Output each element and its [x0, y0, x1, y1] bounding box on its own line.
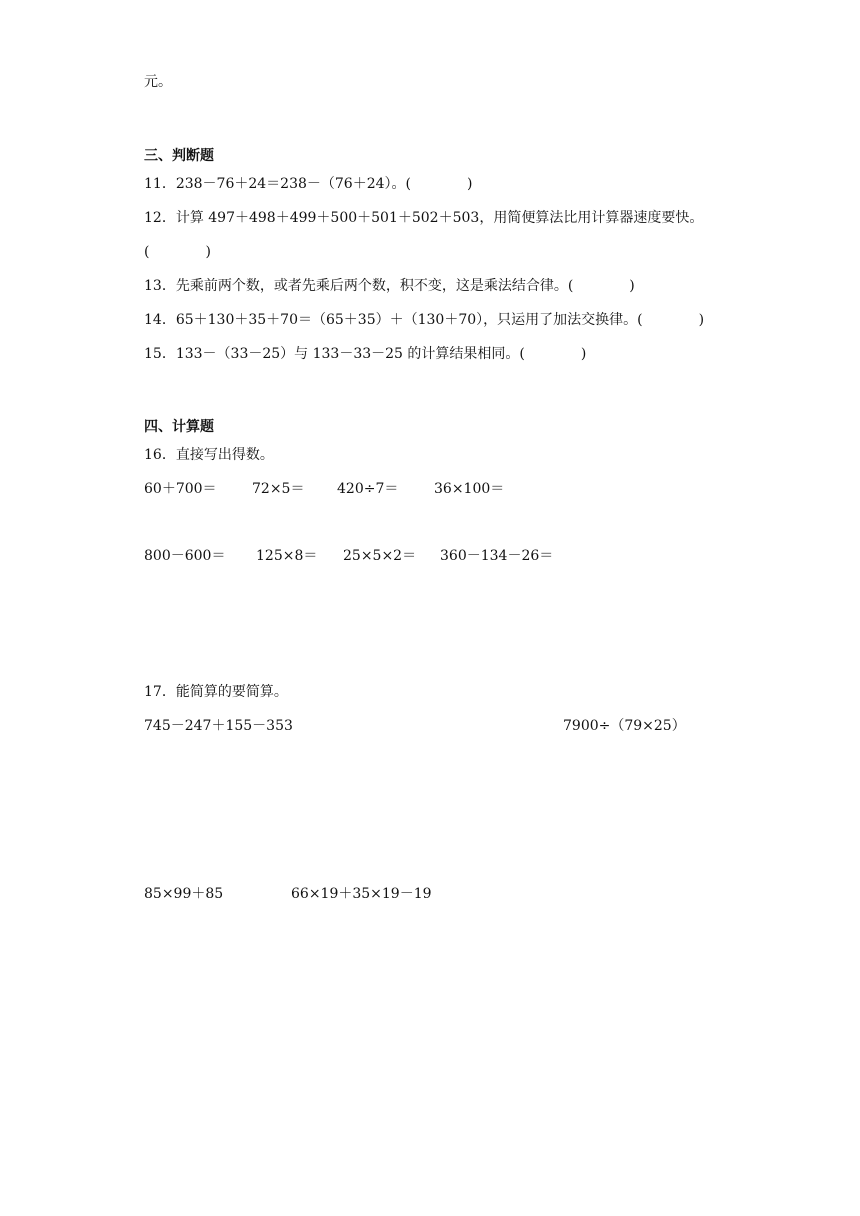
- question-14: 14．65＋130＋35＋70＝（65＋35）＋（130＋70），只运用了加法交换律。( ): [144, 312, 705, 328]
- section-3-heading: 三、判断题: [144, 148, 214, 164]
- calc-16-6: 125×8＝: [256, 548, 318, 564]
- top-fragment-text: 元。: [144, 74, 172, 90]
- calc-17-4: 66×19＋35×19－19: [291, 886, 432, 902]
- question-15: 15．133－（33－25）与 133－33－25 的计算结果相同。( ): [144, 346, 587, 362]
- calc-17-3: 85×99＋85: [144, 886, 224, 902]
- calc-16-4: 36×100＝: [434, 481, 505, 497]
- question-13: 13．先乘前两个数，或者先乘后两个数，积不变，这是乘法结合律。( ): [144, 278, 635, 294]
- calc-17-1: 745－247＋155－353: [144, 718, 293, 734]
- calc-16-2: 72×5＝: [252, 481, 305, 497]
- section-4-heading: 四、计算题: [144, 419, 214, 435]
- question-12: 12．计算 497＋498＋499＋500＋501＋502＋503，用简便算法比用计算器速度要快。: [144, 210, 704, 226]
- calc-16-3: 420÷7＝: [337, 481, 399, 497]
- calc-16-8: 360－134－26＝: [440, 548, 554, 564]
- question-16-prompt: 16．直接写出得数。: [144, 447, 274, 463]
- question-17-prompt: 17．能简算的要简算。: [144, 684, 288, 700]
- calc-16-5: 800－600＝: [144, 548, 226, 564]
- question-11: 11．238－76＋24＝238－（76＋24）。( ): [144, 176, 473, 192]
- question-12-answer-blank: ( ): [144, 244, 211, 260]
- calc-17-2: 7900÷（79×25）: [563, 718, 686, 734]
- calc-16-7: 25×5×2＝: [343, 548, 417, 564]
- calc-16-1: 60＋700＝: [144, 481, 217, 497]
